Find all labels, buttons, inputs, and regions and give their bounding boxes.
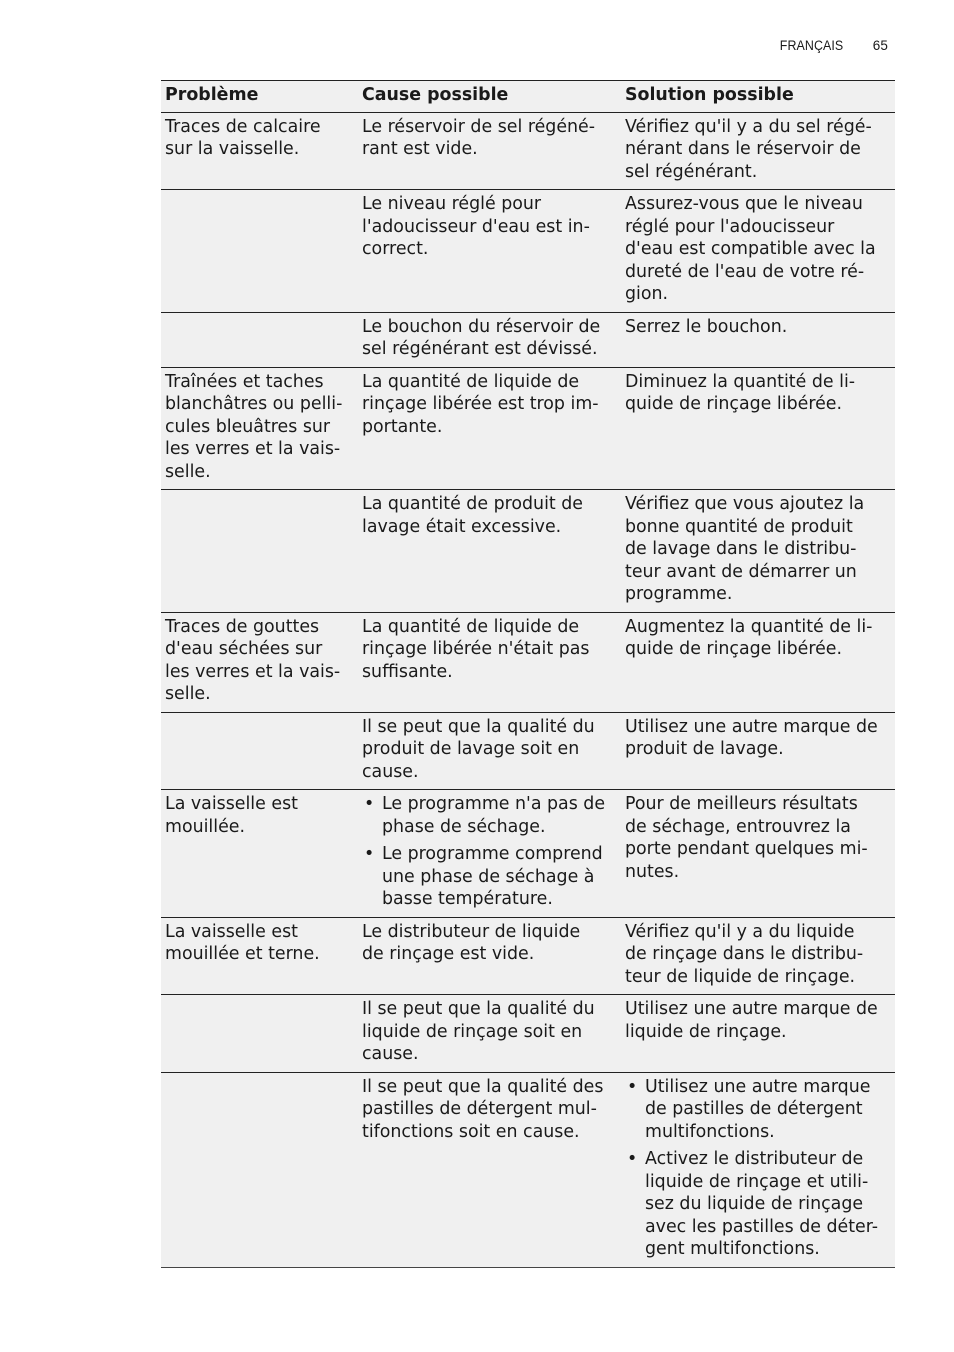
column-header-problem: Problème [161,81,358,113]
table-row [161,712,895,790]
solution-cell [621,312,895,367]
problem-cell [161,712,358,790]
table-row [161,490,895,613]
cause-cell-text: Le réservoir de sel régéné- rant est vide. [362,116,596,159]
table-row [161,995,895,1073]
cause-cell-text: Il se peut que la qualité des pastilles de détergent mul- tifonctions soit en cause. [362,1076,604,1142]
cause-cell-text: La quantité de liquide de rinçage libérée n'était pas suffisante. [362,616,590,682]
column-header-cause: Cause possible [358,81,621,113]
table-row [161,917,895,995]
cause-cell-text: Il se peut que la qualité du liquide de rinçage soit en cause. [362,999,595,1064]
table-row [161,367,895,490]
language-label: FRANÇAIS [780,38,844,53]
page-header [777,38,888,54]
solution-cell [621,367,895,490]
cause-cell [358,790,621,918]
problem-cell [161,790,358,918]
problem-cell-text: Traces de gouttes d'eau séchées sur les verres et la vais- selle. [165,616,341,704]
problem-cell [161,367,358,490]
cause-cell-text: Il se peut que la qualité du produit de lavage soit en cause. [362,716,595,782]
solution-cell-text: Serrez le bouchon. [625,316,788,337]
page-number: 65 [872,38,888,53]
problem-cell-text: La vaisselle est mouillée. [165,794,298,837]
cause-cell-text: Le bouchon du réservoir de sel régénérant est dévissé. [362,316,601,359]
solution-cell [621,712,895,790]
solution-cell-text: Vérifiez que vous ajoutez la bonne quantité de produit de lavage dans le distribu- teur avant de démarrer un programme. [625,494,865,604]
solution-cell [621,790,895,918]
problem-cell [161,490,358,613]
solution-cell-text: Utilisez une autre marque de liquide de rinçage. [625,999,878,1042]
troubleshooting-table [161,80,895,1268]
solution-cell [621,112,895,190]
column-header-solution: Solution possible [621,81,895,113]
cause-cell [358,190,621,313]
solution-cell [621,995,895,1073]
table-row [161,612,895,712]
solution-cell [621,612,895,712]
cause-cell [358,917,621,995]
solution-cell [621,490,895,613]
table-row [161,190,895,313]
solution-cell-text: Vérifiez qu'il y a du liquide de rinçage dans le distribu- teur de liquide de rinçage. [625,921,864,987]
table-row [161,790,895,918]
problem-cell-text: Traces de calcaire sur la vaisselle. [165,116,321,159]
cause-cell-text: Le distributeur de liquide de rinçage est vide. [362,921,581,964]
problem-cell [161,112,358,190]
solution-cell-text: Augmentez la quantité de li- quide de rinçage libérée. [625,616,873,659]
cause-cell [358,712,621,790]
cause-cell [358,112,621,190]
bullet-list [362,793,617,911]
bullet-item: • Le programme comprend une phase de séchage à basse température. [362,843,617,911]
cause-cell-text: Le niveau réglé pour l'adoucisseur d'eau est in- correct. [362,194,590,259]
solution-cell [621,1072,895,1267]
bullet-item: • Le programme n'a pas de phase de séchage. [362,793,617,838]
cause-cell [358,995,621,1073]
table-row [161,1072,895,1267]
cause-cell-text: La quantité de produit de lavage était excessive. [362,494,584,537]
cause-cell [358,367,621,490]
solution-cell-text: Assurez-vous que le niveau réglé pour l'adoucisseur d'eau est compatible avec la dureté de l'eau de votre ré- gion. [625,194,876,304]
cause-cell [358,1072,621,1267]
bullet-item: • Activez le distributeur de liquide de rinçage et utili- sez du liquide de rinçage avec les pastilles de déter- gent multifonctions. [625,1148,891,1261]
problem-cell [161,995,358,1073]
problem-cell [161,917,358,995]
cause-cell [358,312,621,367]
bullet-list [625,1076,891,1261]
cause-cell-text: La quantité de liquide de rinçage libérée est trop im- portante. [362,371,599,437]
problem-cell-text: Traînées et taches blanchâtres ou pelli- cules bleuâtres sur les verres et la vais- selle. [165,371,343,482]
solution-cell-text: Utilisez une autre marque de produit de lavage. [625,716,878,759]
solution-cell [621,917,895,995]
solution-cell-text: Vérifiez qu'il y a du sel régé- nérant dans le réservoir de sel régénérant. [625,116,872,182]
problem-cell [161,312,358,367]
solution-cell-text: Pour de meilleurs résultats de séchage, entrouvrez la porte pendant quelques mi- nutes. [625,794,868,882]
solution-cell [621,190,895,313]
problem-cell [161,190,358,313]
problem-cell [161,612,358,712]
problem-cell-text: La vaisselle est mouillée et terne. [165,921,320,964]
problem-cell [161,1072,358,1267]
cause-cell [358,490,621,613]
bullet-item: • Utilisez une autre marque de pastilles de détergent multifonctions. [625,1076,891,1144]
table-row [161,112,895,190]
table-header-row [161,81,895,113]
table-row [161,312,895,367]
cause-cell [358,612,621,712]
solution-cell-text: Diminuez la quantité de li- quide de rinçage libérée. [625,371,856,414]
